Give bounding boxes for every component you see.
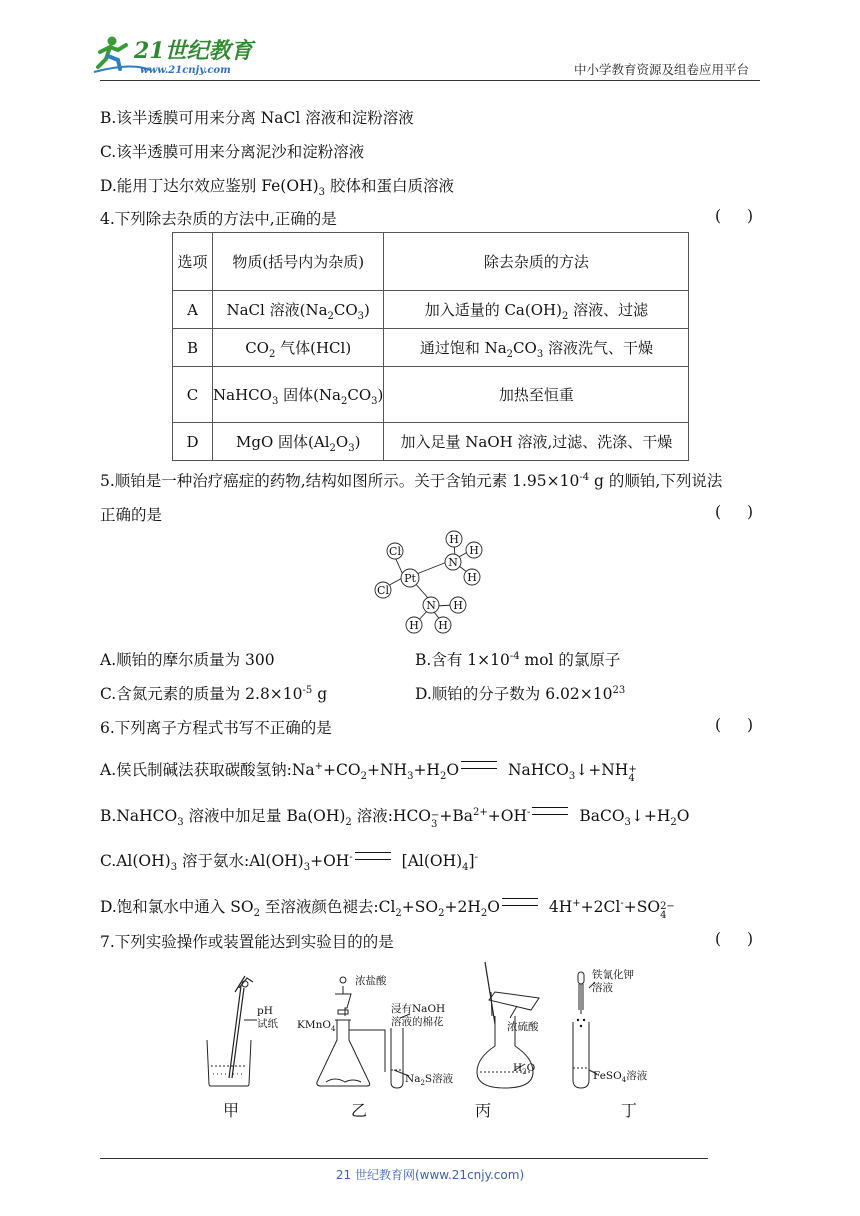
row-option: D	[173, 423, 213, 461]
q6-answer-paren: ()	[715, 716, 780, 734]
header-method: 除去杂质的方法	[384, 233, 689, 291]
svg-text:Cl: Cl	[377, 584, 389, 597]
cisplatin-structure	[370, 530, 490, 640]
row-option: C	[173, 367, 213, 423]
q5-option-b: B.含有 $1\times 10^{-4}$ mol 的氯原子	[415, 650, 621, 669]
svg-text:浸有NaOH: 浸有NaOH	[391, 1003, 446, 1015]
q6-stem: 6.下列离子方程式书写不正确的是	[100, 719, 332, 737]
svg-text:Pt: Pt	[404, 572, 416, 585]
svg-text:pH: pH	[257, 1005, 273, 1017]
table-header-row	[173, 233, 689, 291]
svg-text:铁氰化钾: 铁氰化钾	[592, 969, 634, 981]
logo-text: 21世纪教育	[134, 38, 253, 64]
row-method: 加入足量 NaOH 溶液,过滤、洗涤、干燥	[384, 423, 689, 461]
svg-text:FeSO4溶液: FeSO$_4$溶液	[593, 1070, 648, 1084]
q6-option-a: A.侯氏制碱法获取碳酸氢钠$:Na^++CO_2+NH_3+H_2O$ NaHCO$_3$↓+NH+ 4	[100, 760, 637, 784]
svg-text:N: N	[426, 599, 436, 612]
row-method: 通过饱和 $Na_2CO_3$ 溶液洗气、干燥	[384, 329, 689, 367]
header-divider	[100, 80, 760, 81]
table-row	[173, 367, 689, 423]
caption-yi: 乙	[351, 1101, 368, 1120]
logo-url: www.21cnjy.com	[140, 65, 231, 76]
row-method: 加入适量的 $Ca(OH)_2$ 溶液、过滤	[384, 291, 689, 329]
svg-text:H: H	[467, 571, 477, 584]
svg-text:KMnO4: KMnO$_4$	[297, 1019, 336, 1033]
row-option: B	[173, 329, 213, 367]
q5-stem-line2: 正确的是	[100, 506, 163, 524]
svg-text:N: N	[448, 556, 458, 569]
q4-answer-paren: ()	[715, 207, 780, 225]
platform-name: 中小学教育资源及组卷应用平台	[574, 62, 750, 77]
svg-text:H: H	[438, 619, 448, 632]
q7-stem: 7.下列实验操作或装置能达到实验目的的是	[100, 933, 394, 951]
footer-link[interactable]: 21 世纪教育网(www.21cnjy.com)	[335, 1168, 525, 1182]
q7-answer-paren: ()	[715, 930, 780, 948]
svg-text:溶液: 溶液	[592, 982, 613, 994]
table-row	[173, 329, 689, 367]
beaker-ph-apparatus	[207, 976, 257, 1086]
svg-text:试纸: 试纸	[257, 1018, 278, 1030]
equals-sign	[502, 898, 538, 906]
svg-text:H: H	[453, 599, 463, 612]
svg-text:Cl: Cl	[389, 545, 401, 558]
row-substance: NaCl 溶液$(Na_2CO_3)$	[213, 291, 384, 329]
svg-text:H: H	[469, 544, 479, 557]
equals-sign	[355, 852, 391, 860]
table-row	[173, 423, 689, 461]
row-option: A	[173, 291, 213, 329]
q6-option-d: D.饱和氯水中通入 $SO_2$ 至溶液颜色褪去$:Cl_2+SO_2+2H_2O$ 4H++2Cl-+SO2− 4	[100, 897, 675, 921]
table-row	[173, 291, 689, 329]
header-substance: 物质(括号内为杂质)	[213, 233, 384, 291]
q5-option-d: D.顺铂的分子数为 $6.02\times 10^{23}$	[415, 684, 626, 703]
logo	[92, 32, 257, 78]
q3-option-b: B.该半透膜可用来分离 NaCl 溶液和淀粉溶液	[100, 109, 414, 127]
row-substance: MgO 固体$(Al_2O_3)$	[213, 423, 384, 461]
caption-bing: 丙	[475, 1101, 492, 1120]
caption-jia: 甲	[223, 1101, 240, 1120]
q5-stem: 5.顺铂是一种治疗癌症的药物,结构如图所示。关于含铂元素 $1.95\times 10^{-4}$ g 的顺铂,下列说法	[100, 471, 723, 490]
equals-sign	[461, 761, 497, 769]
svg-text:H: H	[409, 619, 419, 632]
q4-stem: 4.下列除去杂质的方法中,正确的是	[100, 210, 337, 228]
svg-text:浓盐酸: 浓盐酸	[355, 975, 387, 987]
q5-answer-paren: ()	[715, 503, 780, 521]
q5-option-c: C.含氮元素的质量为 $2.8\times 10^{-5}$ g	[100, 684, 328, 703]
row-substance: NaHCO$_3$ 固体$(Na_2CO_3)$	[213, 367, 384, 423]
svg-text:H2O: $H_2O$	[513, 1062, 536, 1076]
purification-table	[172, 232, 689, 461]
svg-text:H: H	[449, 533, 459, 546]
svg-text:浓硫酸: 浓硫酸	[507, 1021, 539, 1033]
q6-option-b: B.NaHCO$_3$ 溶液中加足量 $Ba(OH)_2$ 溶液:HCO− $3 +Ba^{2+}+OH^-$ $BaCO_3↓+H_2O$	[100, 806, 690, 830]
row-method: 加热至恒重	[384, 367, 689, 423]
q3-option-d: D.能用丁达尔效应鉴别 $Fe(OH)_3$ 胶体和蛋白质溶液	[100, 177, 454, 199]
q5-option-a: A.顺铂的摩尔质量为 300	[100, 651, 275, 669]
experiment-apparatus	[195, 958, 665, 1093]
equals-sign	[532, 807, 568, 815]
svg-text:溶液的棉花: 溶液的棉花	[391, 1016, 444, 1028]
q6-option-c: $C.Al(OH)_3$ 溶于氨水$:Al(OH)_3+OH^-$ $[Al(OH)_4]^-$	[100, 851, 478, 874]
footer-divider	[100, 1158, 708, 1159]
caption-ding: 丁	[621, 1101, 638, 1120]
svg-text:Na2S溶液: $Na_2S$溶液	[405, 1073, 454, 1087]
row-substance: $CO_2$ 气体(HCl)	[213, 329, 384, 367]
q3-option-c: C.该半透膜可用来分离泥沙和淀粉溶液	[100, 143, 365, 161]
header-option: 选项	[173, 233, 213, 291]
